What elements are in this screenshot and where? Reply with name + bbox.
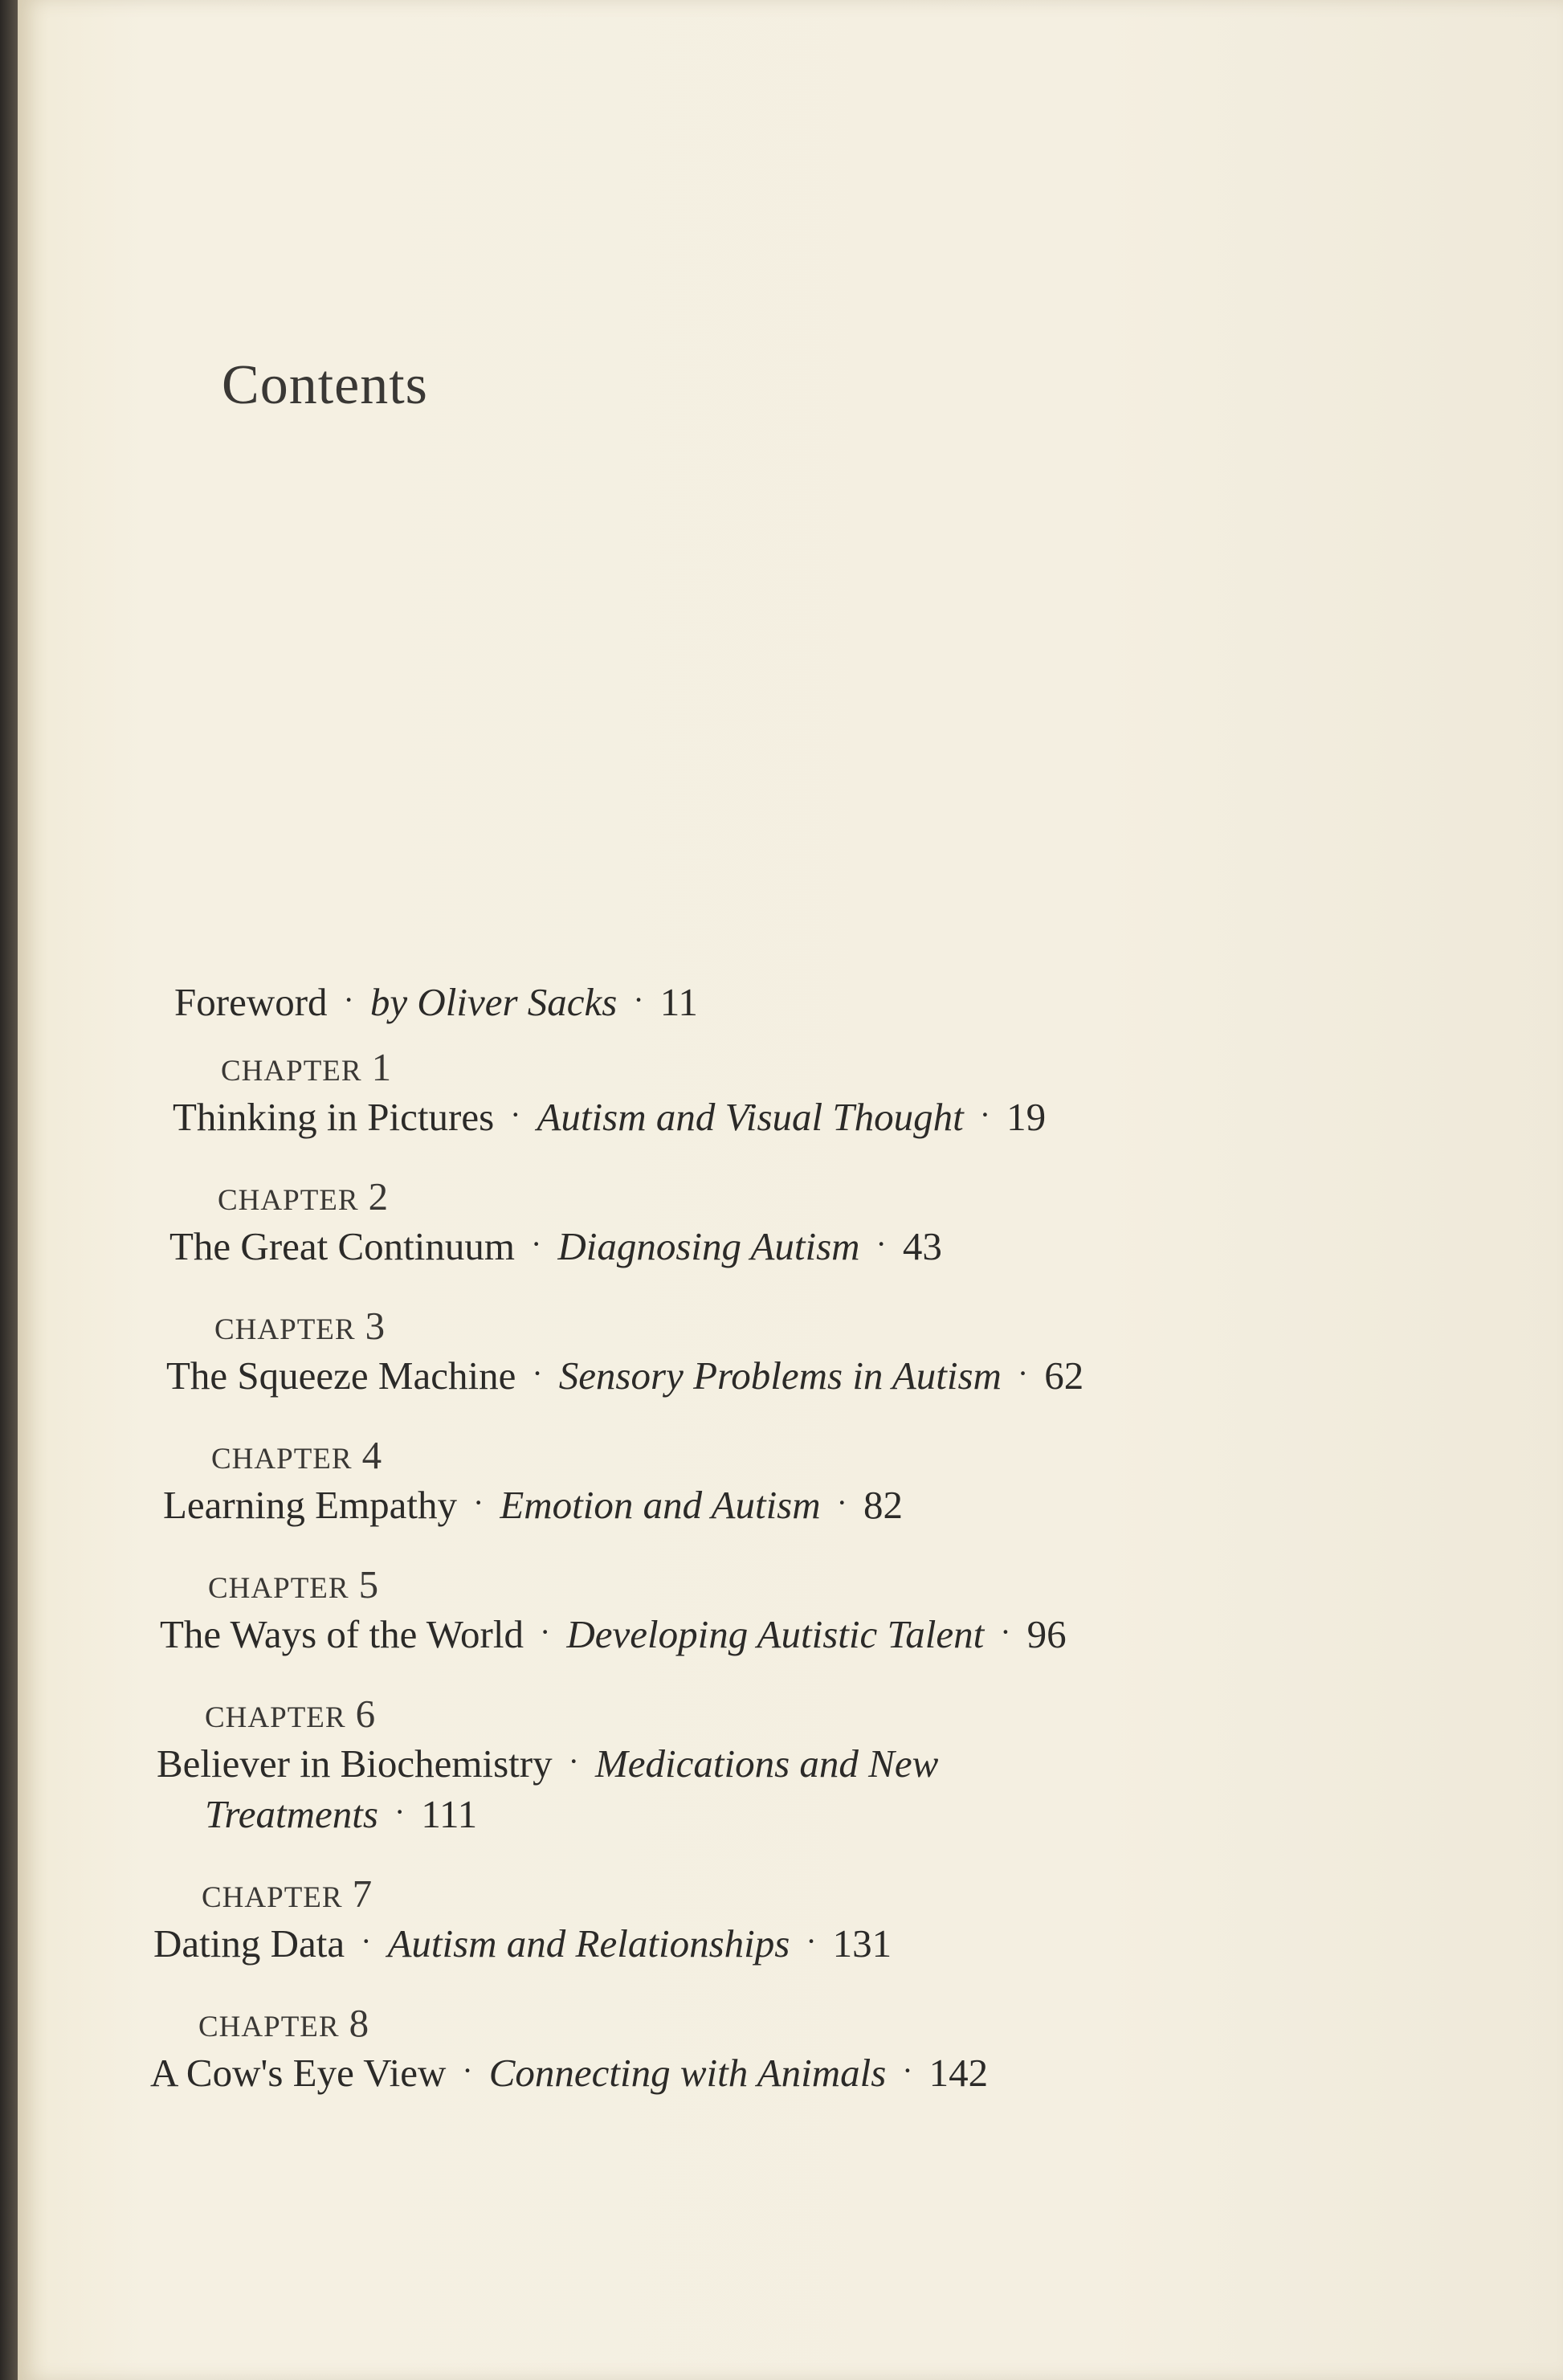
separator-dot: ·: [540, 1614, 551, 1650]
chapter-number: 6: [355, 1692, 376, 1736]
chapter-number: 3: [365, 1304, 386, 1348]
chapter-label: [205, 1691, 1459, 1737]
chapter-label: [218, 1174, 1459, 1220]
separator-dot: ·: [1017, 1355, 1029, 1391]
chapter-word: CHAPTER: [202, 1881, 343, 1914]
chapter-page-number: 96: [1026, 1612, 1067, 1656]
chapter-page-number: 62: [1044, 1353, 1084, 1398]
chapter-number: 7: [352, 1872, 373, 1916]
chapter-subtitle-continued: Treatments: [205, 1792, 378, 1836]
chapter-subtitle: Emotion and Autism: [500, 1483, 821, 1527]
book-page: [18, 0, 1563, 2380]
separator-dot: ·: [531, 1226, 542, 1262]
book-gutter: [0, 0, 18, 2380]
toc-entry-chapter-3: [166, 1303, 1459, 1400]
chapter-title: A Cow's Eye View: [150, 2051, 447, 2095]
chapter-word: CHAPTER: [208, 1572, 349, 1605]
chapter-page-number: 43: [902, 1224, 942, 1268]
chapter-label: [211, 1432, 1459, 1479]
chapter-page-number: 111: [421, 1792, 478, 1836]
chapter-subtitle: Connecting with Animals: [488, 2051, 887, 2095]
separator-dot: ·: [836, 1484, 847, 1521]
separator-dot: ·: [902, 2052, 913, 2088]
chapter-number: 1: [371, 1045, 392, 1089]
chapter-word: CHAPTER: [214, 1313, 356, 1346]
chapter-number: 5: [358, 1562, 379, 1606]
toc-entry-chapter-8: [150, 2000, 1459, 2097]
toc-entry-chapter-7: [153, 1871, 1459, 1968]
chapter-number: 8: [349, 2001, 369, 2045]
table-of-contents: [150, 976, 1459, 2129]
chapter-subtitle: Autism and Visual Thought: [537, 1095, 964, 1139]
chapter-word: CHAPTER: [211, 1443, 353, 1476]
chapter-word: CHAPTER: [205, 1701, 346, 1734]
chapter-title: The Squeeze Machine: [166, 1353, 516, 1398]
toc-entry-chapter-4: [163, 1432, 1459, 1529]
separator-dot: ·: [806, 1923, 817, 1959]
chapter-word: CHAPTER: [218, 1184, 359, 1217]
chapter-title: Dating Data: [153, 1921, 345, 1966]
chapter-word: CHAPTER: [221, 1055, 362, 1088]
chapter-label: [208, 1561, 1459, 1608]
chapter-number: 2: [368, 1174, 389, 1219]
chapter-subtitle: Diagnosing Autism: [557, 1224, 860, 1268]
chapter-subtitle: Medications and New: [594, 1741, 939, 1786]
chapter-title: The Ways of the World: [160, 1612, 524, 1656]
chapter-page-number: 142: [928, 2051, 989, 2095]
chapter-title: The Great Continuum: [169, 1224, 516, 1268]
page-title: Contents: [222, 354, 428, 416]
toc-entry-chapter-2: [169, 1174, 1459, 1271]
separator-dot: ·: [343, 982, 354, 1018]
separator-dot: ·: [979, 1096, 991, 1133]
separator-dot: ·: [875, 1226, 887, 1262]
chapter-label: [202, 1871, 1459, 1917]
separator-dot: ·: [633, 982, 644, 1018]
chapter-title: Thinking in Pictures: [173, 1095, 495, 1139]
chapter-page-number: 19: [1006, 1095, 1047, 1139]
chapter-label: [221, 1044, 1459, 1091]
separator-dot: ·: [394, 1794, 406, 1830]
chapter-page-number: 131: [832, 1921, 892, 1966]
chapter-number: 4: [361, 1433, 382, 1477]
chapter-word: CHAPTER: [198, 2011, 340, 2043]
chapter-title: Learning Empathy: [163, 1483, 458, 1527]
toc-entry-chapter-1: [173, 1044, 1459, 1141]
separator-dot: ·: [1000, 1614, 1011, 1650]
chapter-page-number: 82: [863, 1483, 903, 1527]
chapter-label: [214, 1303, 1459, 1349]
separator-dot: ·: [462, 2052, 473, 2088]
toc-entry-chapter-5: [160, 1561, 1459, 1659]
separator-dot: ·: [532, 1355, 543, 1391]
foreword-title: Foreword: [174, 980, 328, 1024]
separator-dot: ·: [510, 1096, 521, 1133]
chapter-subtitle: Developing Autistic Talent: [566, 1612, 985, 1656]
foreword-page-number: 11: [659, 980, 698, 1024]
toc-entry-chapter-6: [157, 1691, 1459, 1839]
chapter-subtitle: Sensory Problems in Autism: [558, 1353, 1002, 1398]
separator-dot: ·: [361, 1923, 372, 1959]
toc-entry-foreword: [174, 976, 1459, 1027]
chapter-subtitle: Autism and Relationships: [387, 1921, 790, 1966]
chapter-title: Believer in Biochemistry: [157, 1741, 553, 1786]
chapter-label: [198, 2000, 1459, 2047]
foreword-subtitle: by Oliver Sacks: [369, 980, 618, 1024]
separator-dot: ·: [568, 1743, 579, 1779]
separator-dot: ·: [473, 1484, 484, 1521]
